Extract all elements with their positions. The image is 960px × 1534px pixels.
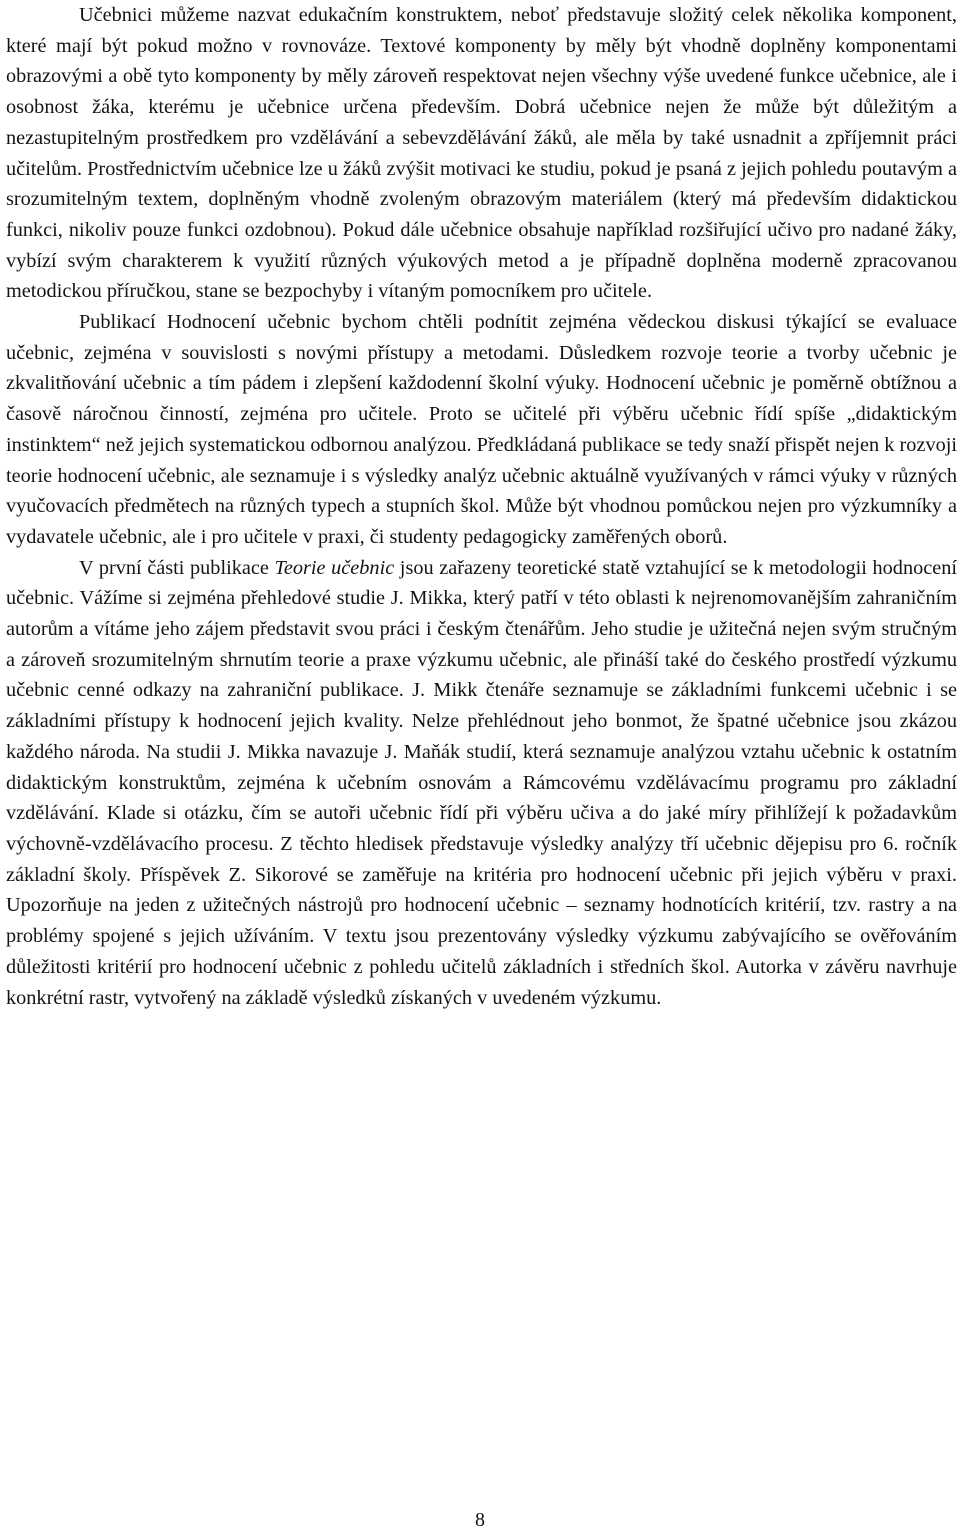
paragraph-3-lead: V první části publikace bbox=[79, 556, 275, 579]
paragraph-2: Publikací Hodnocení učebnic bychom chtěli podnítit zejména vědeckou diskusi týkající se evaluace učebnic, zejména v souvislosti s novými přístupy a metodami. Důsledkem rozvoje teorie a tvorby učebnic je zkvalitňování učebnic a tím pádem i zlepšení každodenní školní výuky. Hodnocení učebnic je poměrně obtížnou a časově náročnou činností, zejména pro učitele. Proto se učitelé při výběru učebnic řídí spíše „didaktickým instinktem“ než jejich systematickou odbornou analýzou. Předkládaná publikace se tedy snaží přispět nejen k rozvoji teorie hodnocení učebnic, ale seznamuje i s výsledky analýz učebnic aktuálně využívaných v rámci výuky v různých vyučovacích předmětech na různých typech a stupních škol. Může být vhodnou pomůckou nejen pro výzkumníky a vydavatele učebnic, ale i pro učitele v praxi, či studenty pedagogicky zaměřených oborů. bbox=[6, 311, 957, 548]
document-page bbox=[6, 0, 957, 1013]
page-number: 8 bbox=[475, 1509, 485, 1531]
book-section-title: Teorie učebnic bbox=[274, 556, 395, 579]
paragraph-3 bbox=[6, 553, 957, 1014]
paragraph-3-body: jsou zařazeny teoretické statě vztahující se k metodologii hodnocení učebnic. Vážíme si zejména přehledové studie J. Mikka, který patří v této oblasti k nejrenomovanějším zahraničním autorům a vítáme jeho zájem představit svou práci i českým čtenářům. Jeho studie je užitečná nejen svým stručným a zároveň srozumitelným shrnutím teorie a praxe výzkumu učebnic, ale přináší také do českého prostředí výzkumu učebnic cenné odkazy na zahraniční publikace. J. Mikk čtenáře seznamuje se základními funkcemi učebnic i se základními přístupy k hodnocení jejich kvality. Nelze přehlédnout jeho bonmot, že špatné učebnice jsou zkázou každého národa. Na studii J. Mikka navazuje J. Maňák studií, která seznamuje analýzou vztahu učebnic k ostatním didaktickým konstruktům, zejména k učebním osnovám a Rámcovému vzdělávacímu programu pro základní vzdělávání. Klade si otázku, čím se autoři učebnic řídí při výběru učiva a do jaké míry přihlížejí k požadavkům výchovně-vzdělávacího procesu. Z těchto hledisek představuje výsledky analýzy tří učebnic dějepisu pro 6. ročník základní školy. Příspěvek Z. Sikorové se zaměřuje na kritéria pro hodnocení učebnic při jejich výběru v praxi. Upozorňuje na jeden z užitečných nástrojů pro hodnocení učebnic – seznamy hodnotících kritérií, tzv. rastry a na problémy spojené s jejich užíváním. V textu jsou prezentovány výsledky výzkumu zabývajícího se ověřováním důležitosti kritérií pro hodnocení učebnic z pohledu učitelů základních i středních škol. Autorka v závěru navrhuje konkrétní rastr, vytvořený na základě výsledků získaných v uvedeném výzkumu. bbox=[6, 556, 958, 1009]
paragraph-1: Učebnici můžeme nazvat edukačním konstruktem, neboť představuje složitý celek několika komponent, které mají být pokud možno v rovnováze. Textové komponenty by měly být vhodně doplněny komponentami obrazovými a obě tyto komponenty by měly zároveň respektovat nejen všechny výše uvedené funkce učebnice, ale i osobnost žáka, kterému je učebnice určena především. Dobrá učebnice nejen že může být důležitým a nezastupitelným prostředkem pro vzdělávání a sebevzdělávání žáků, ale měla by také usnadnit a zpříjemnit práci učitelům. Prostřednictvím učebnice lze u žáků zvýšit motivaci ke studiu, pokud je psaná z jejich pohledu poutavým a srozumitelným textem, doplněným vhodně zvoleným obrazovým materiálem (který má především didaktickou funkci, nikoliv pouze funkci ozdobnou). Pokud dále učebnice obsahuje například rozšiřující učivo pro nadané žáky, vybízí svým charakterem k využití různých výukových metod a je případně doplněna moderně zpracovanou metodickou příručkou, stane se bezpochyby i vítaným pomocníkem pro učitele. bbox=[6, 4, 957, 303]
